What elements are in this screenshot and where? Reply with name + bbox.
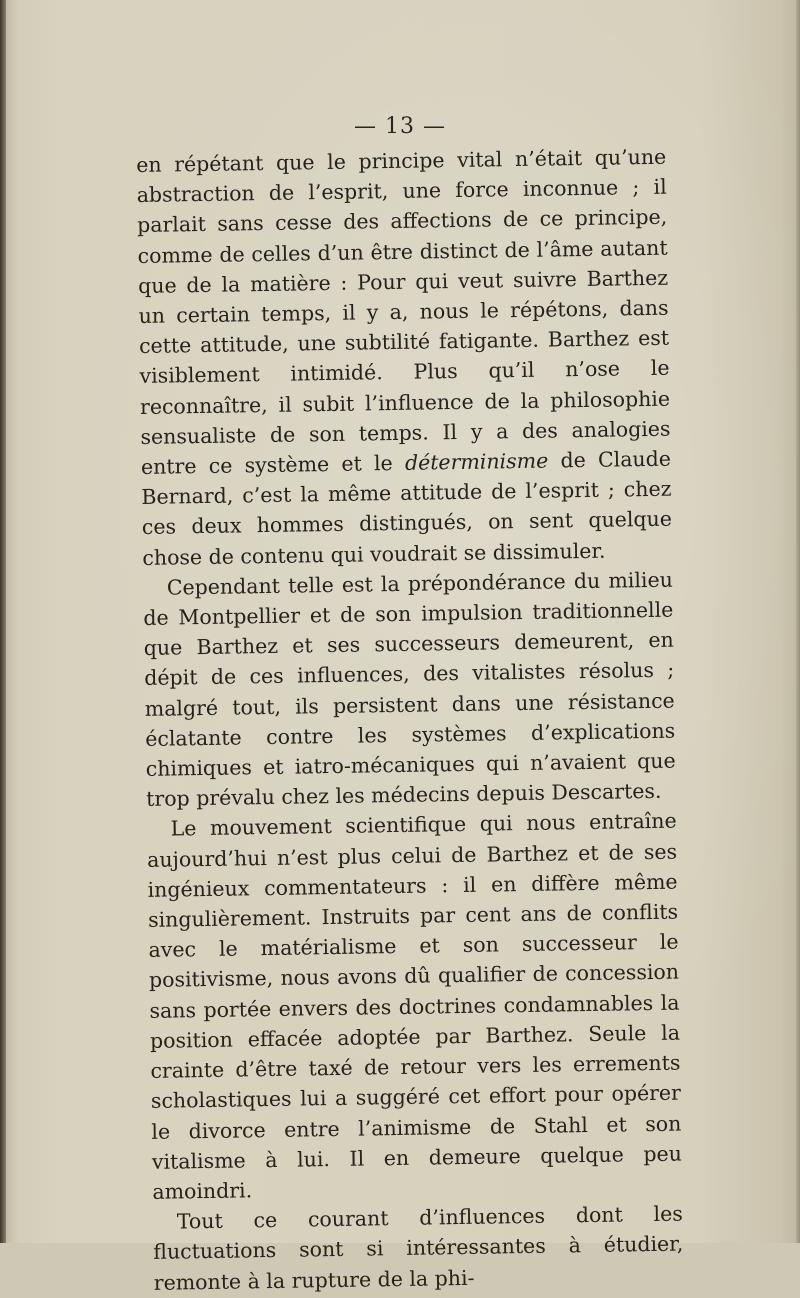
body-text [136, 142, 684, 1298]
page-right-edge [796, 0, 800, 1243]
page-number: — 13 — [354, 114, 446, 139]
paragraph-1 [136, 142, 673, 573]
emphasis-determinisme: déterminisme [404, 448, 549, 475]
paragraph-3: Le mouvement scientifique qui nous entraîne aujourd’hui n’est plus celui de Barthez et de ses ingénieux commentateurs : il en diffère même singulièrement. Instruits par cent ans de conflits avec le matérialisme et son successeur le positivisme, nous avons dû qualifier de concession sans portée envers des doctrines condamnables la position effacée adoptée par Barthez. Seule la crainte d’être taxé de retour vers les errements scholastiques lui a suggéré cet effort pour opérer le divorce entre l’animisme de Stahl et son vitalisme à lui. Il en demeure quelque peu amoindri. [146, 809, 683, 1204]
paragraph-1-text-end: de Claude Bernard, c’est la même attitude de l’esprit ; chez ces deux hommes distingués, on sent quelque chose de contenu qui voudrait se dissimuler. [141, 446, 673, 570]
paragraph-1-text: en répétant que le principe vital n’était qu’une abstraction de l’esprit, une force inconnue ; il parlait sans cesse des affections de ce principe, comme de celles d’un être distinct de l’âme autant que de la matière : Pour qui veut suivre Barthez un certain temps, il y a, nous le répétons, dans cette attitude, une subtilité fatigante. Barthez est visiblement intimidé. Plus qu’il n’ose le reconnaître, il subit l’influence de la philosophie sensualiste de son temps. Il y a des analogies entre ce système et le [136, 144, 671, 479]
paragraph-4: Tout ce courant d’influences dont les fluctuations sont si intéressantes à étudier, remonte à la rupture de la phi- [153, 1201, 684, 1295]
page-binding-edge [0, 0, 6, 1243]
paragraph-2: Cependant telle est la prépondérance du milieu de Montpellier et de son impulsion traditionnelle que Barthez et ses successeurs demeurent, en dépit de ces influences, des vitalistes résolus ; malgré tout, ils persistent dans une résistance éclatante contre les systèmes d’explications chimiques et iatro-mécaniques qui n’avaient que trop prévalu chez les médecins depuis Descartes. [143, 567, 676, 812]
